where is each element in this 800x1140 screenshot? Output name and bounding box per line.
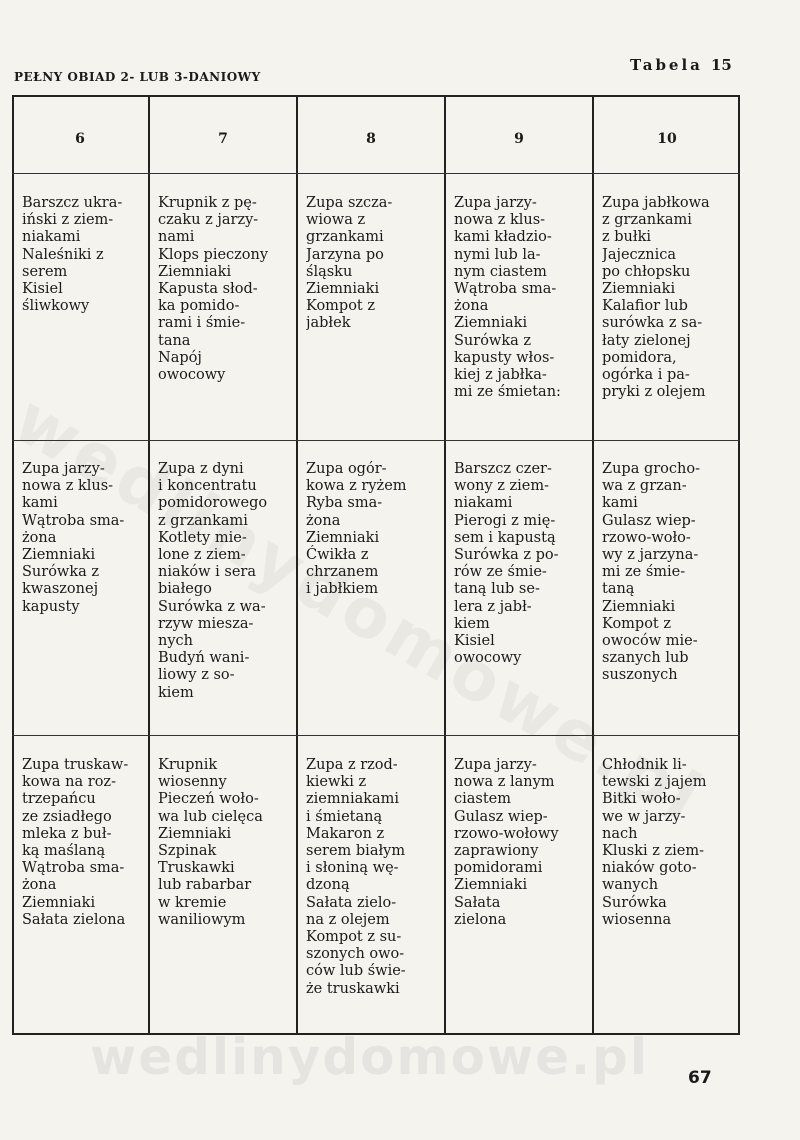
column-number: 10 [657, 131, 677, 147]
page-heading: PEŁNY OBIAD 2- LUB 3-DANIOWY [14, 70, 261, 84]
menu-cell: Zupa szcza- wiowa z grzankami Jarzyna po śląsku Ziemniaki Kompot z jabłek [306, 195, 393, 332]
watermark-bottom: wedlinydomowe.pl [90, 1028, 649, 1086]
table-label [630, 56, 732, 74]
menu-cell: Zupa jabłkowa z grzankami z bułki Jajecznica po chłopsku Ziemniaki Kalafior lub surówka z sa- łaty zielonej pomidora, ogórka i pa- pryki z olejem [602, 195, 710, 401]
row-rule [12, 735, 740, 736]
menu-cell: Zupa jarzy- nowa z klus- kami Wątroba sma- żona Ziemniaki Surówka z kwaszonej kapusty [22, 461, 125, 615]
menu-table [12, 95, 740, 1035]
menu-cell: Zupa z rzod- kiewki z ziemniakami i śmietaną Makaron z serem białym i słoniną wę- dzoną Sałata zielo- na z olejem Kompot z su- szonych owo- ców lub świe- że truskawki [306, 757, 406, 997]
table-number: 15 [710, 56, 732, 74]
menu-cell: Zupa jarzy- nowa z lanym ciastem Gulasz wiep- rzowo-wołowy zaprawiony pomidorami Ziemniaki Sałata zielona [454, 757, 559, 928]
menu-cell: Zupa truskaw- kowa na roz- trzepańcu ze zsiadłego mleka z buł- ką maślaną Wątroba sma- żona Ziemniaki Sałata zielona [22, 757, 129, 928]
menu-cell: Zupa grocho- wa z grzan- kami Gulasz wiep- rzowo-woło- wy z jarzyna- mi ze śmie- taną Ziemniaki Kompot z owoców mie- szanych lub suszonych [602, 461, 700, 684]
column-rule [296, 95, 298, 1035]
menu-cell: Krupnik z pę- czaku z jarzy- nami Klops pieczony Ziemniaki Kapusta słod- ka pomido- rami i śmie- tana Napój owocowy [158, 195, 269, 384]
row-rule [12, 173, 740, 174]
column-number: 9 [514, 131, 524, 147]
menu-cell: Barszcz czer- wony z ziem- niakami Pierogi z mię- sem i kapustą Surówka z po- rów ze śmie- taną lub se- lera z jabł- kiem Kisiel owocowy [454, 461, 559, 667]
column-rule [592, 95, 594, 1035]
menu-cell: Krupnik wiosenny Pieczeń woło- wa lub cielęca Ziemniaki Szpinak Truskawki lub rabarbar w kremie waniliowym [158, 757, 263, 928]
table-top-rule [12, 95, 740, 97]
menu-cell: Zupa ogór- kowa z ryżem Ryba sma- żona Ziemniaki Ćwikła z chrzanem i jabłkiem [306, 461, 407, 598]
column-number: 6 [75, 131, 85, 147]
page-number: 67 [688, 1068, 712, 1088]
menu-cell: Chłodnik li- tewski z jajem Bitki woło- we w jarzy- nach Kluski z ziem- niaków goto- wanych Surówka wiosenna [602, 757, 707, 928]
table-label-text: Tabela [630, 56, 703, 74]
column-rule [738, 95, 740, 1035]
menu-cell: Barszcz ukra- iński z ziem- niakami Naleśniki z serem Kisiel śliwkowy [22, 195, 123, 315]
row-rule [12, 440, 740, 441]
column-rule [12, 95, 14, 1035]
menu-cell: Zupa z dyni i koncentratu pomidorowego z grzankami Kotlety mie- lone z ziem- niaków i sera białego Surówka z wa- rzyw miesza- nych Budyń wani- liowy z so- kiem [158, 461, 268, 701]
column-rule [444, 95, 446, 1035]
column-number: 7 [218, 131, 228, 147]
column-number: 8 [366, 131, 376, 147]
menu-cell: Zupa jarzy- nowa z klus- kami kładzio- nymi lub la- nym ciastem Wątroba sma- żona Ziemniaki Surówka z kapusty włos- kiej z jabłka- mi ze śmietan: [454, 195, 561, 401]
